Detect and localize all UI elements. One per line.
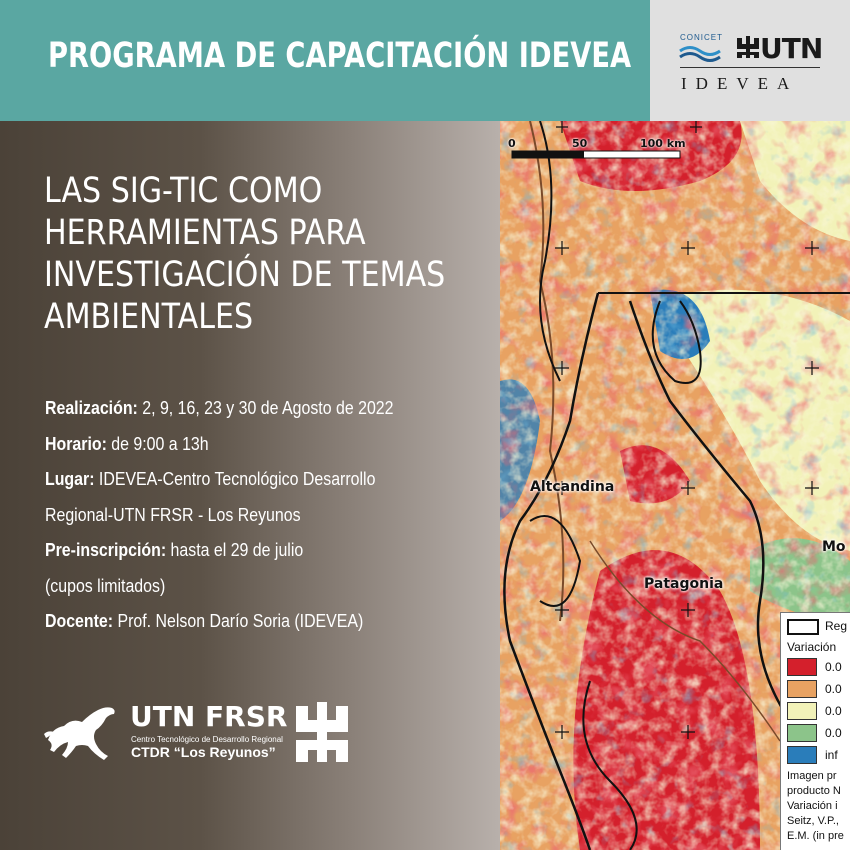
scale-label-end: 100 km (640, 137, 686, 150)
legend-note-line: Imagen pr (787, 770, 837, 782)
scale-label-mid: 50 (572, 137, 588, 150)
map-legend (780, 612, 850, 850)
legend-value: 0.0 (825, 682, 842, 696)
page-title: PROGRAMA DE CAPACITACIÓN IDEVEA (48, 36, 632, 76)
scale-bar-segment (512, 151, 584, 158)
detail-label: Horario: (45, 432, 107, 454)
course-title-line: INVESTIGACIÓN DE TEMAS (44, 255, 446, 295)
detail-dates (45, 390, 441, 426)
detail-value: Regional-UTN FRSR - Los Reyunos (45, 503, 301, 525)
conicet-wave-icon (678, 42, 728, 64)
legend-note-line: producto N (787, 785, 841, 797)
legend-region-swatch (787, 619, 819, 635)
conicet-logo-text: CONICET (680, 33, 723, 42)
utn-frsr-subtitle: Centro Tecnológico de Desarrollo Regional (131, 735, 283, 744)
legend-region-label: Reg (825, 619, 848, 633)
detail-registration-note (45, 568, 441, 604)
scale-label-zero: 0 (508, 137, 516, 150)
legend-value: 0.0 (825, 726, 842, 740)
legend-title: Variación (787, 640, 837, 654)
course-title-line: LAS SIG-TIC COMO (44, 171, 323, 211)
course-title-line: AMBIENTALES (44, 297, 254, 337)
course-title (44, 170, 446, 338)
detail-value: Prof. Nelson Darío Soria (IDEVEA) (113, 610, 364, 631)
utn-emblem-icon (737, 36, 759, 58)
logo-divider (680, 67, 820, 68)
legend-value: inf (825, 748, 838, 762)
detail-location-cont (45, 497, 441, 533)
utn-frsr-logo-text: UTN FRSR (130, 700, 288, 733)
detail-value: 2, 9, 16, 23 y 30 de Agosto de 2022 (137, 397, 394, 418)
utn-logo-text: UTN (760, 32, 823, 65)
map-label-altcandina: Altcandina (530, 479, 615, 495)
legend-note-line: Variación i (787, 800, 838, 812)
map-label-partial: Mo (822, 539, 846, 555)
detail-value: hasta el 29 de julio (166, 539, 304, 560)
detail-label: Pre-inscripción: (45, 539, 167, 560)
course-details (45, 390, 505, 639)
legend-note-line: Seitz, V.P., (787, 815, 839, 827)
legend-source-note (787, 769, 844, 844)
utn-emblem-icon (296, 702, 348, 762)
detail-label: Realización: (45, 397, 138, 418)
detail-value: de 9:00 a 13h (106, 432, 209, 454)
course-title-line: HERRAMIENTAS PARA (44, 213, 366, 253)
detail-schedule (45, 426, 441, 462)
legend-value: 0.0 (825, 660, 842, 674)
detail-registration (45, 532, 441, 568)
horse-logo-icon (42, 700, 122, 764)
legend-swatch (787, 702, 817, 720)
detail-value: (cupos limitados) (45, 574, 166, 596)
legend-value: 0.0 (825, 704, 842, 718)
detail-teacher (45, 603, 441, 639)
legend-swatch (787, 680, 817, 698)
detail-value: IDEVEA-Centro Tecnológico Desarrollo (94, 468, 376, 489)
ctdr-logo-text: CTDR “Los Reyunos” (131, 744, 276, 760)
detail-location (45, 461, 441, 497)
detail-label: Lugar: (45, 468, 95, 489)
legend-note-line: E.M. (in pre (787, 830, 844, 842)
detail-label: Docente: (45, 610, 114, 631)
idevea-logo-text: IDEVEA (681, 74, 799, 93)
map-label-patagonia: Patagonia (644, 576, 724, 592)
legend-swatch (787, 724, 817, 742)
legend-swatch (787, 658, 817, 676)
legend-swatch (787, 746, 817, 764)
